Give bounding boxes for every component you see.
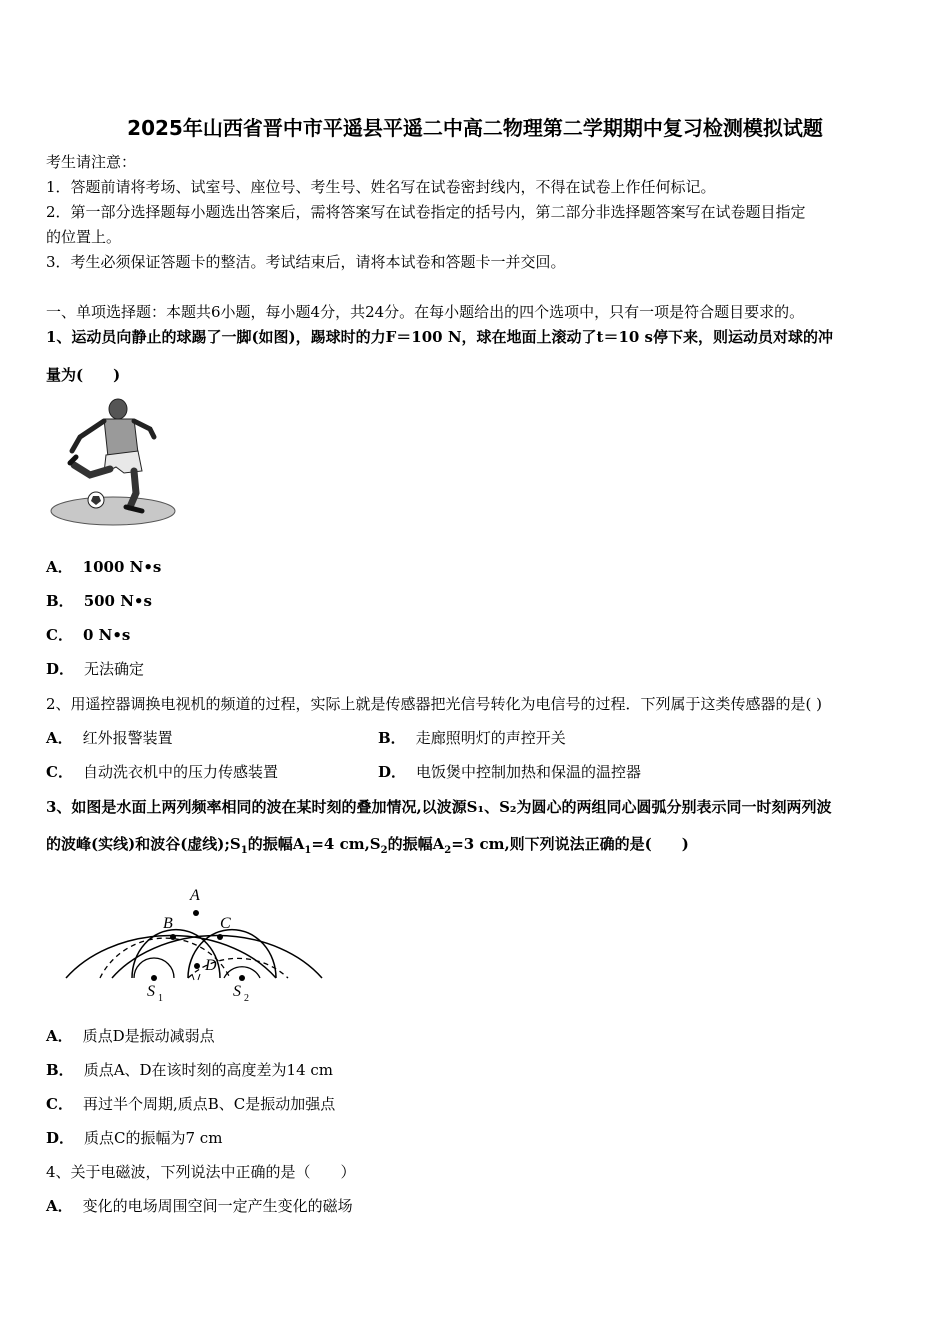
stem-part: 的振幅A: [247, 835, 305, 853]
q3-stem-cont: [46, 834, 689, 861]
notice-heading: 考生请注意：: [46, 153, 137, 171]
q1-option-c: [46, 625, 130, 645]
option-label: D．: [378, 763, 407, 781]
label-d: D: [205, 957, 217, 974]
q2-option-d: [378, 762, 641, 782]
option-label: C．: [46, 626, 73, 644]
q3-option-b: [46, 1060, 333, 1080]
option-text: 500 N•s: [83, 592, 152, 610]
q4-option-a: [46, 1196, 353, 1216]
q1-option-d: [46, 659, 144, 679]
option-text: 走廊照明灯的声控开关: [415, 729, 566, 747]
q2-option-b: [378, 728, 566, 748]
q2-option-c: [46, 762, 278, 782]
wave-interference-figure: [60, 880, 330, 1010]
option-label: B．: [46, 1061, 74, 1079]
stem-part: 的振幅A: [387, 835, 445, 853]
label-c: C: [220, 915, 231, 932]
q1-option-a: [46, 557, 161, 577]
q3-stem: 3、如图是水面上两列频率相同的波在某时刻的叠加情况,以波源S₁、S₂为圆心的两组同心圆弧分别表示同一时刻两列波: [46, 798, 832, 816]
option-text: 红外报警装置: [82, 729, 173, 747]
subscript: 1: [304, 845, 312, 856]
option-label: D．: [46, 660, 75, 678]
option-label: C．: [46, 1095, 73, 1113]
option-text: 质点A、D在该时刻的高度差为14 cm: [83, 1061, 334, 1079]
option-text: 质点D是振动减弱点: [82, 1027, 215, 1045]
label-s2: S: [233, 983, 241, 1000]
q3-option-c: [46, 1094, 335, 1114]
page-title: 2025年山西省晋中市平遥县平遥二中高二物理第二学期期中复习检测模拟试题: [127, 116, 823, 140]
stem-part: =4 cm,S: [311, 835, 381, 853]
q1-option-b: [46, 591, 152, 611]
soccer-player-image: [46, 393, 176, 530]
option-text: 无法确定: [84, 660, 145, 678]
label-s1-sub: 1: [158, 993, 163, 1004]
q2-option-a: [46, 728, 173, 748]
option-label: D．: [46, 1129, 75, 1147]
stem-part: =3 cm,则下列说法正确的是( ): [451, 835, 689, 853]
stem-part: 的波峰(实线)和波谷(虚线);S: [46, 835, 241, 853]
q2-stem: 2、用遥控器调换电视机的频道的过程，实际上就是传感器把光信号转化为电信号的过程．下列属于这类传感器的是( ): [46, 695, 823, 713]
option-text: 再过半个周期,质点B、C是振动加强点: [82, 1095, 336, 1113]
option-text: 1000 N•s: [82, 558, 162, 576]
option-label: A．: [46, 729, 73, 747]
option-text: 0 N•s: [82, 626, 131, 644]
section-heading: 一、单项选择题：本题共6小题，每小题4分，共24分。在每小题给出的四个选项中，只有一项是符合题目要求的。: [46, 303, 805, 321]
option-text: 质点C的振幅为7 cm: [84, 1129, 223, 1147]
notice-item-2-cont: 的位置上。: [46, 228, 122, 246]
option-label: A．: [46, 1027, 73, 1045]
option-text: 自动洗衣机中的压力传感装置: [82, 763, 278, 781]
option-label: A．: [46, 558, 73, 576]
label-s2-sub: 2: [244, 993, 249, 1004]
q3-option-d: [46, 1128, 222, 1148]
q1-stem-cont: 量为( ): [46, 366, 121, 384]
option-label: B．: [46, 592, 74, 610]
option-text: 变化的电场周围空间一定产生变化的磁场: [82, 1197, 353, 1215]
q1-stem: 1、运动员向静止的球踢了一脚(如图)，踢球时的力F＝100 N，球在地面上滚动了t＝10 s停下来，则运动员对球的冲: [46, 328, 833, 346]
q4-stem: 4、关于电磁波，下列说法中正确的是（ ）: [46, 1163, 356, 1181]
label-b: B: [163, 915, 173, 932]
subscript: 1: [240, 845, 248, 856]
label-s1: S: [147, 983, 155, 1000]
subscript: 2: [444, 845, 452, 856]
subscript: 2: [380, 845, 388, 856]
notice-item-3: 3．考生必须保证答题卡的整洁。考试结束后，请将本试卷和答题卡一并交回。: [46, 253, 566, 271]
option-label: B．: [378, 729, 406, 747]
option-label: A．: [46, 1197, 73, 1215]
notice-item-1: 1．答题前请将考场、试室号、座位号、考生号、姓名写在试卷密封线内，不得在试卷上作任何标记。: [46, 178, 716, 196]
q3-option-a: [46, 1026, 215, 1046]
notice-item-2: 2．第一部分选择题每小题选出答案后，需将答案写在试卷指定的括号内，第二部分非选择题答案写在试卷题目指定: [46, 203, 806, 221]
option-label: C．: [46, 763, 73, 781]
label-a: A: [190, 887, 200, 904]
option-text: 电饭煲中控制加热和保温的温控器: [416, 763, 642, 781]
